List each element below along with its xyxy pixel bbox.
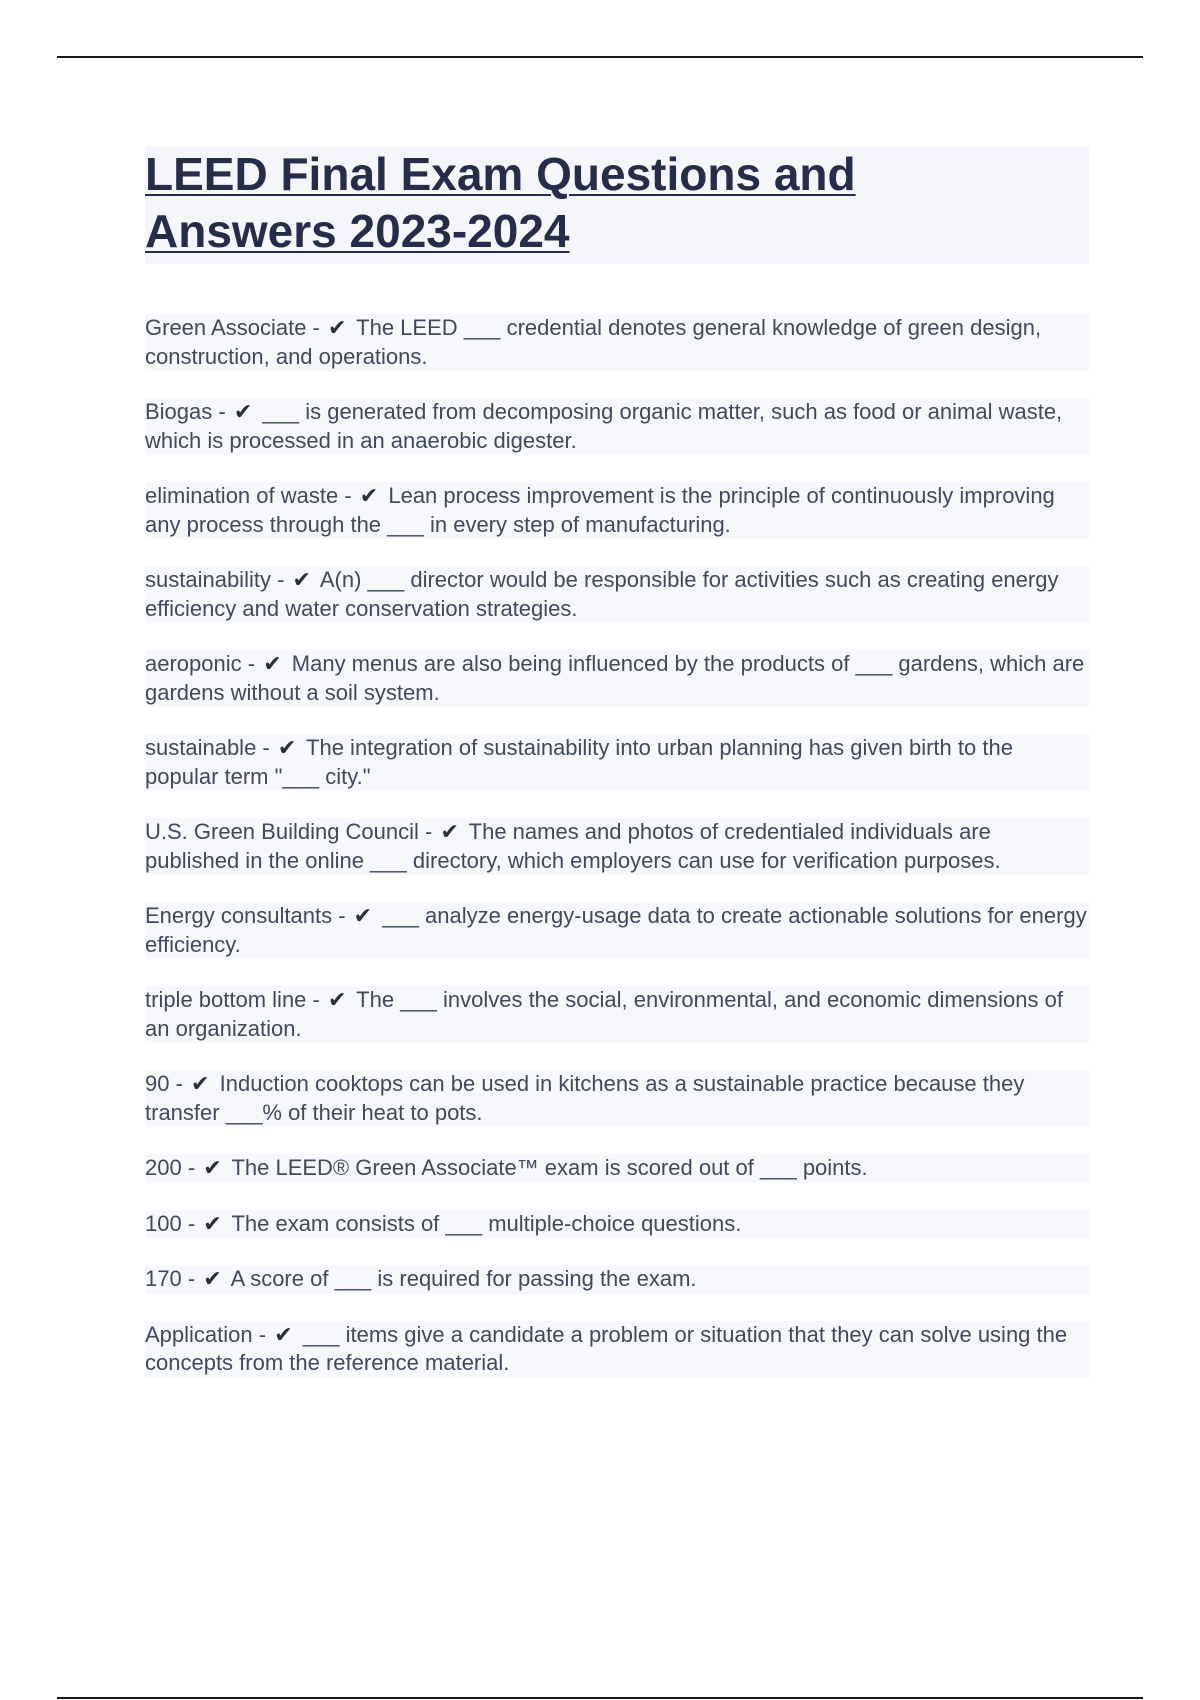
qa-question: A(n) ___ director would be responsible for activities such as creating energy efficiency and water conservation strategies. <box>145 567 1059 621</box>
checkmark-icon: ✔ <box>203 1266 222 1291</box>
top-rule <box>57 56 1143 58</box>
qa-item <box>145 734 1089 791</box>
qa-separator: - <box>338 483 358 508</box>
qa-item <box>145 314 1089 371</box>
qa-item <box>145 902 1089 959</box>
qa-separator: - <box>306 315 326 340</box>
qa-answer: sustainability <box>145 567 271 592</box>
qa-item <box>145 986 1089 1043</box>
qa-answer: 90 <box>145 1071 170 1096</box>
document-body <box>145 146 1089 1405</box>
checkmark-icon: ✔ <box>359 483 379 508</box>
qa-item <box>145 650 1089 707</box>
page-title-line-2: Answers 2023-2024 <box>145 205 570 257</box>
checkmark-icon: ✔ <box>233 399 253 424</box>
bottom-rule <box>57 1697 1143 1699</box>
qa-item <box>145 818 1089 875</box>
qa-separator: - <box>332 903 352 928</box>
qa-item <box>145 482 1089 539</box>
qa-answer: Application <box>145 1321 253 1347</box>
checkmark-icon: ✔ <box>191 1071 210 1096</box>
qa-separator: - <box>270 567 291 592</box>
checkmark-icon: ✔ <box>440 819 459 844</box>
qa-question: Lean process improvement is the principle of continuously improving any process through the ___ in every step of manufacturing. <box>145 483 1055 537</box>
qa-question: Induction cooktops can be used in kitchens as a sustainable practice because they transfer ___% of their heat to pots. <box>145 1071 1025 1125</box>
qa-item <box>145 566 1089 623</box>
qa-separator: - <box>181 1210 202 1236</box>
qa-separator: - <box>241 651 262 676</box>
qa-item <box>145 1265 1089 1294</box>
qa-separator: - <box>212 399 232 424</box>
checkmark-icon: ✔ <box>328 315 347 340</box>
qa-question: The LEED ___ credential denotes general knowledge of green design, construction, and operations. <box>145 315 1042 369</box>
qa-item <box>145 1070 1089 1127</box>
qa-question: The LEED® Green Associate™ exam is scored out of ___ points. <box>231 1155 868 1180</box>
qa-item <box>145 1321 1089 1378</box>
qa-answer: Biogas <box>145 399 213 424</box>
qa-answer: triple bottom line <box>145 987 307 1012</box>
checkmark-icon: ✔ <box>277 735 297 760</box>
qa-separator: - <box>306 987 326 1012</box>
checkmark-icon: ✔ <box>353 903 373 928</box>
qa-separator: - <box>181 1266 202 1291</box>
qa-question: Many menus are also being influenced by the products of ___ gardens, which are gardens without a soil system. <box>145 651 1085 705</box>
qa-separator: - <box>256 735 276 760</box>
title-block <box>145 146 1089 264</box>
qa-answer: 200 <box>145 1155 182 1180</box>
qa-answer: elimination of waste <box>145 483 339 508</box>
checkmark-icon: ✔ <box>274 1321 293 1347</box>
qa-answer: aeroponic <box>145 651 242 676</box>
qa-separator: - <box>181 1155 202 1180</box>
qa-item <box>145 1154 1089 1183</box>
qa-answer: 170 <box>145 1266 182 1291</box>
qa-separator: - <box>252 1321 273 1347</box>
checkmark-icon: ✔ <box>292 567 311 592</box>
checkmark-icon: ✔ <box>327 987 347 1012</box>
checkmark-icon: ✔ <box>203 1155 222 1180</box>
qa-question: The integration of sustainability into urban planning has given birth to the popular term "___ city." <box>145 735 1013 789</box>
qa-question: The ___ involves the social, environmental, and economic dimensions of an organization. <box>145 987 1063 1041</box>
qa-separator: - <box>169 1071 190 1096</box>
qa-question: ___ analyze energy-usage data to create actionable solutions for energy efficiency. <box>145 903 1087 957</box>
page-title-line-1: LEED Final Exam Questions and <box>145 148 856 200</box>
page-title <box>145 146 1089 260</box>
qa-question: The names and photos of credentialed individuals are published in the online ___ directory, which employers can use for verification purposes. <box>145 819 1001 873</box>
qa-answer: 100 <box>145 1210 182 1236</box>
qa-answer: sustainable <box>145 735 257 760</box>
qa-question: ___ items give a candidate a problem or situation that they can solve using the concepts from the reference material. <box>145 1321 1068 1375</box>
qa-question: ___ is generated from decomposing organic matter, such as food or animal waste, which is processed in an anaerobic digester. <box>145 399 1063 453</box>
qa-question: A score of ___ is required for passing the exam. <box>230 1266 697 1291</box>
checkmark-icon: ✔ <box>263 651 282 676</box>
qa-answer: U.S. Green Building Council <box>145 819 419 844</box>
qa-list <box>145 314 1089 1378</box>
checkmark-icon: ✔ <box>203 1210 222 1236</box>
qa-answer: Green Associate <box>145 315 307 340</box>
qa-answer: Energy consultants <box>145 903 333 928</box>
qa-question: The exam consists of ___ multiple-choice questions. <box>231 1210 742 1236</box>
qa-item <box>145 1210 1089 1239</box>
qa-item <box>145 398 1089 455</box>
qa-separator: - <box>418 819 439 844</box>
